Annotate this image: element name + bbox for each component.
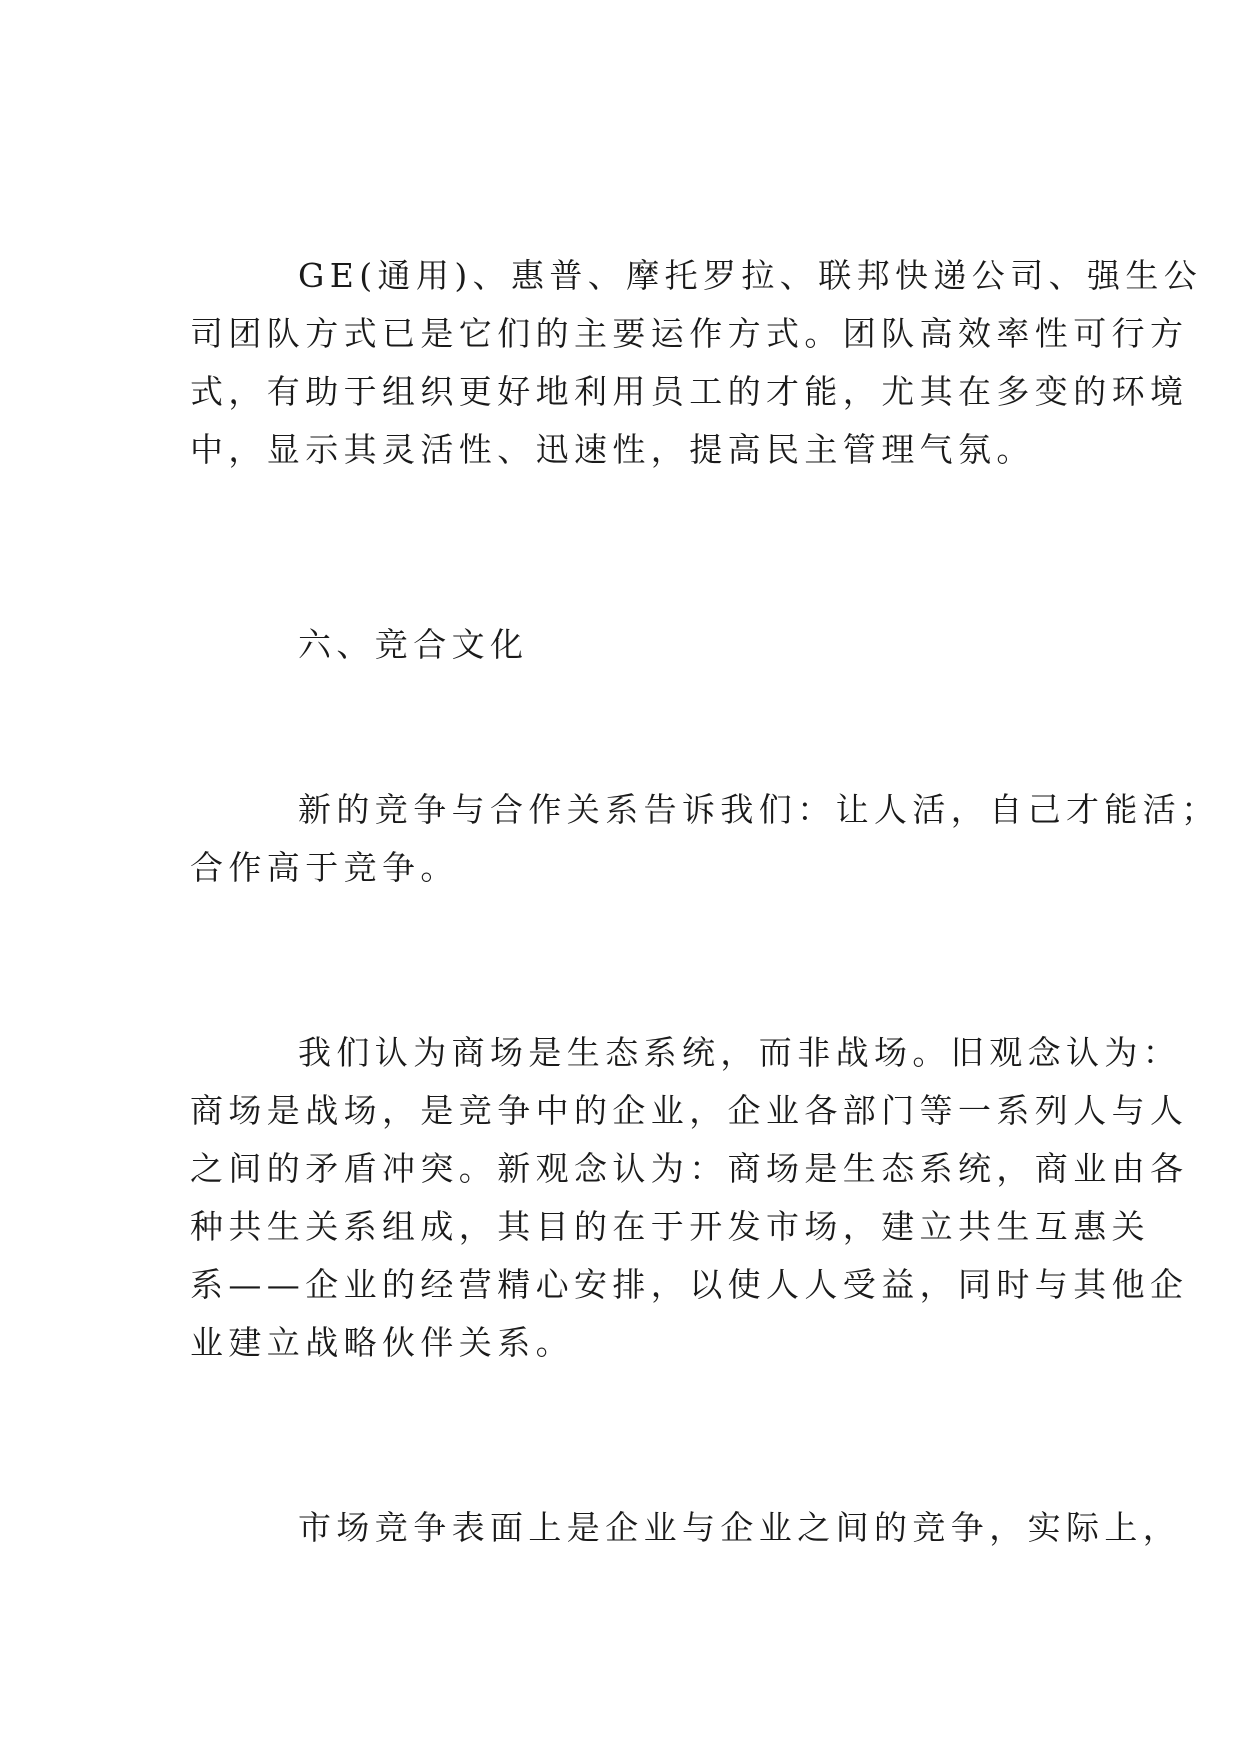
paragraph-3-line-3: 之间的矛盾冲突。新观念认为：商场是生态系统，商业由各 bbox=[190, 1149, 1189, 1188]
paragraph-2-line-1: 新的竞争与合作关系告诉我们：让人活，自己才能活； bbox=[298, 790, 1220, 829]
paragraph-4-line-1: 市场竞争表面上是企业与企业之间的竞争，实际上， bbox=[298, 1508, 1182, 1547]
paragraph-2-line-2: 合作高于竞争。 bbox=[190, 848, 459, 887]
section-heading: 六、竞合文化 bbox=[298, 625, 529, 664]
paragraph-3-line-6: 业建立战略伙伴关系。 bbox=[190, 1323, 574, 1362]
paragraph-3-line-4: 种共生关系组成，其目的在于开发市场，建立共生互惠关 bbox=[190, 1207, 1150, 1246]
paragraph-3-line-5: 系——企业的经营精心安排，以使人人受益，同时与其他企 bbox=[190, 1265, 1189, 1304]
paragraph-1-line-3: 式，有助于组织更好地利用员工的才能，尤其在多变的环境 bbox=[190, 372, 1189, 411]
paragraph-3-line-1: 我们认为商场是生态系统，而非战场。旧观念认为： bbox=[298, 1033, 1182, 1072]
paragraph-1-line-1: GE(通用)、惠普、摩托罗拉、联邦快递公司、强生公 bbox=[298, 256, 1203, 295]
paragraph-3-line-2: 商场是战场，是竞争中的企业，企业各部门等一系列人与人 bbox=[190, 1091, 1189, 1130]
paragraph-1-line-2: 司团队方式已是它们的主要运作方式。团队高效率性可行方 bbox=[190, 314, 1189, 353]
paragraph-1-line-4: 中，显示其灵活性、迅速性，提高民主管理气氛。 bbox=[190, 430, 1035, 469]
